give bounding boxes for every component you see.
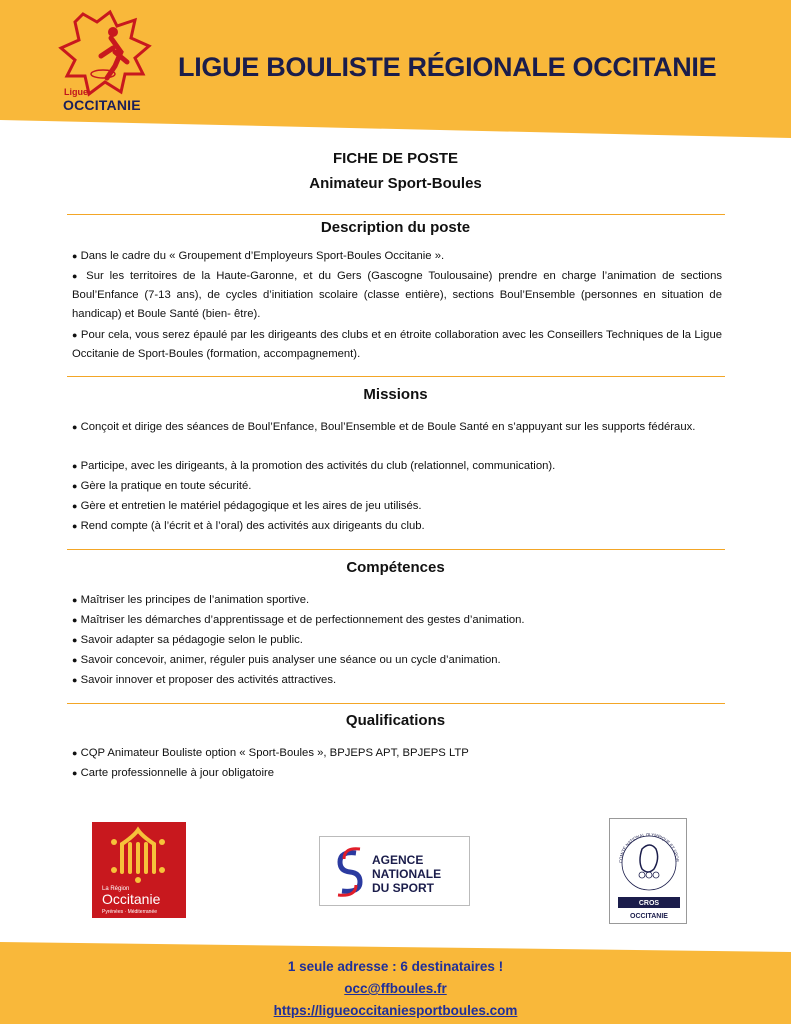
section-title-description: Description du poste bbox=[320, 219, 471, 236]
section-title-missions: Missions bbox=[363, 386, 428, 403]
bullet-icon: ● bbox=[72, 330, 78, 340]
footer-tagline: 1 seule adresse : 6 destinataires ! bbox=[287, 959, 504, 974]
ans-s-icon bbox=[320, 837, 471, 907]
competence-item: ● Maîtriser les démarches d’apprentissage et de perfectionnement des gestes d’animation. bbox=[72, 614, 525, 626]
footer-email-link[interactable]: occ@ffboules.fr bbox=[344, 981, 447, 996]
qualification-item: ● CQP Animateur Bouliste option « Sport-Boules », BPJEPS APT, BPJEPS LTP bbox=[72, 747, 469, 759]
bullet-icon: ● bbox=[72, 675, 78, 685]
bullet-icon: ● bbox=[72, 271, 81, 281]
ans-line2: NATIONALE bbox=[372, 867, 442, 881]
footer-website-link[interactable]: https://ligueoccitaniesportboules.com bbox=[273, 1003, 518, 1018]
section-title-competences: Compétences bbox=[346, 559, 445, 576]
doc-role: Animateur Sport-Boules bbox=[309, 175, 482, 192]
region-occitanie-logo bbox=[92, 822, 186, 918]
mission-item: ● Participe, avec les dirigeants, à la promotion des activités du club (relationnel, communication). bbox=[72, 460, 556, 472]
mission-item: ● Conçoit et dirige des séances de Boul’Enfance, Boul’Ensemble et de Boule Santé en s’appuyant sur les supports fédéraux. bbox=[72, 421, 696, 433]
bullet-icon: ● bbox=[72, 595, 78, 605]
bullet-icon: ● bbox=[72, 748, 78, 758]
logo-sub-label: Ligue bbox=[64, 87, 88, 97]
footer-email-row bbox=[0, 981, 791, 996]
header-banner bbox=[0, 0, 791, 138]
bullet-icon: ● bbox=[72, 635, 78, 645]
section-divider bbox=[67, 703, 725, 704]
footer-url-row bbox=[0, 1003, 791, 1018]
section-title-qualifications: Qualifications bbox=[345, 712, 446, 729]
section-divider bbox=[67, 214, 725, 215]
bullet-icon: ● bbox=[72, 615, 78, 625]
ans-logo bbox=[319, 836, 470, 906]
qualification-item: ● Carte professionnelle à jour obligatoire bbox=[72, 767, 274, 779]
cros-occitanie-logo bbox=[609, 818, 687, 924]
region-sub: Pyrénées · Méditerranée bbox=[102, 909, 158, 915]
competence-item: ● Savoir innover et proposer des activités attractives. bbox=[72, 674, 337, 686]
competence-item: ● Maîtriser les principes de l’animation sportive. bbox=[72, 594, 310, 606]
logo-name-label: OCCITANIE bbox=[63, 97, 141, 113]
competence-item: ● Savoir concevoir, animer, réguler puis analyser une séance ou un cycle d’animation. bbox=[72, 654, 501, 666]
cros-line1: CROS bbox=[638, 900, 660, 907]
page-title: LIGUE BOULISTE RÉGIONALE OCCITANIE bbox=[178, 52, 717, 82]
competence-item: ● Savoir adapter sa pédagogie selon le public. bbox=[72, 634, 303, 646]
region-name: Occitanie bbox=[102, 891, 161, 907]
description-item: ● Dans le cadre du « Groupement d’Employeurs Sport-Boules Occitanie ». bbox=[72, 250, 445, 262]
description-item: ● Sur les territoires de la Haute-Garonne, et du Gers (Gascogne Toulousaine) prendre en charge l’animation de sections Boul’Enfance (7-13 ans), de cycles d’initiation scolaire (classe entière), sections Boul’Ensemble (personnes en situation de handicap) et Boule Santé (bien- être). bbox=[72, 270, 723, 320]
ans-line1: AGENCE bbox=[372, 853, 424, 867]
bullet-icon: ● bbox=[72, 655, 78, 665]
doc-kind: FICHE DE POSTE bbox=[332, 150, 459, 167]
bullet-icon: ● bbox=[72, 501, 78, 511]
cros-rooster-icon bbox=[610, 819, 688, 925]
footer-banner bbox=[0, 942, 791, 1024]
section-divider bbox=[67, 376, 725, 377]
region-small: La Région bbox=[102, 886, 130, 892]
bullet-icon: ● bbox=[72, 461, 78, 471]
bullet-icon: ● bbox=[72, 521, 78, 531]
bullet-icon: ● bbox=[72, 481, 78, 491]
svg-text:COMITÉ NATIONAL OLYMPIQUE ET S bbox=[610, 819, 680, 863]
bullet-icon: ● bbox=[72, 768, 78, 778]
mission-item: ● Gère et entretien le matériel pédagogique et les aires de jeu utilisés. bbox=[72, 500, 422, 512]
section-divider bbox=[67, 549, 725, 550]
bullet-icon: ● bbox=[72, 422, 78, 432]
bullet-icon: ● bbox=[72, 251, 78, 261]
cros-arc-text: COMITÉ NATIONAL OLYMPIQUE ET SPOR bbox=[617, 831, 680, 864]
occitan-cross-icon bbox=[92, 822, 186, 918]
mission-item: ● Rend compte (à l’écrit et à l’oral) des activités aux dirigeants du club. bbox=[72, 520, 425, 532]
mission-item: ● Gère la pratique en toute sécurité. bbox=[72, 480, 252, 492]
description-item: ● Pour cela, vous serez épaulé par les dirigeants des clubs et en étroite collaboration avec les Conseillers Techniques de la Ligue Occitanie de Sport-Boules (formation, accompagnement). bbox=[72, 329, 723, 360]
ans-line3: DU SPORT bbox=[372, 881, 435, 895]
cros-line2: OCCITANIE bbox=[630, 913, 668, 920]
